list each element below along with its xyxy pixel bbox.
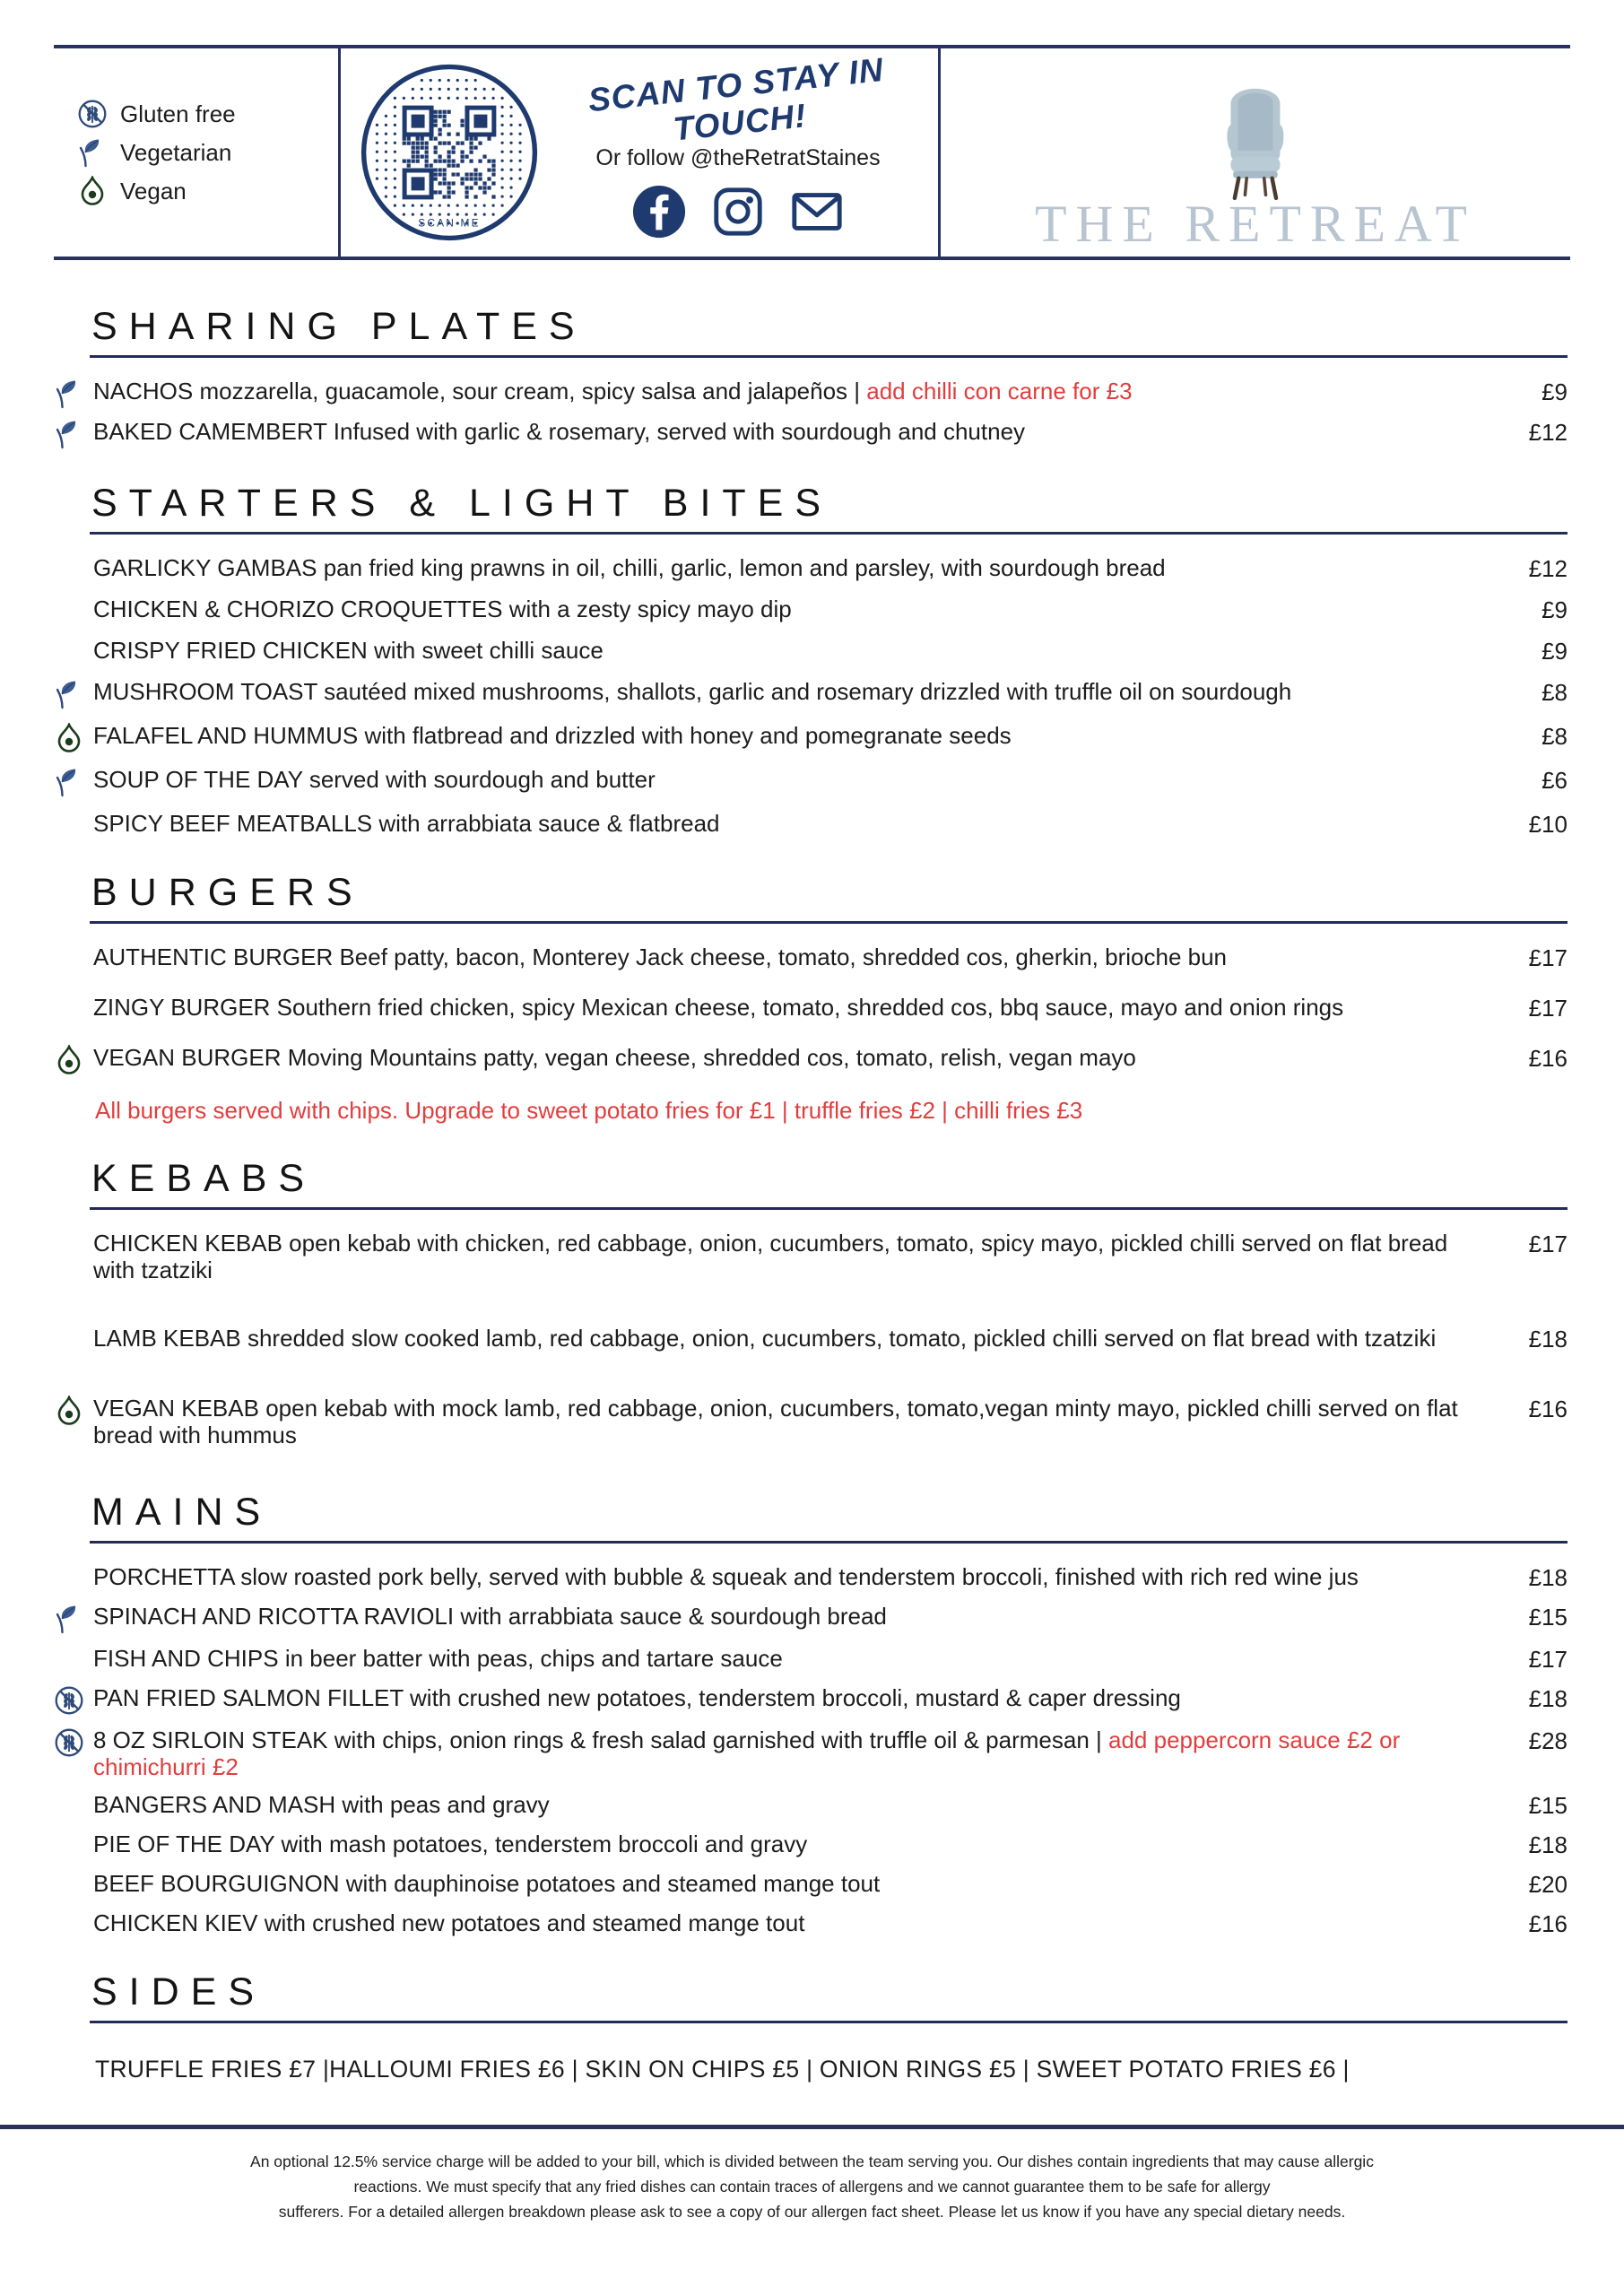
- item-addon-red: add chilli con carne for £3: [860, 378, 1133, 404]
- item-description: with peas and gravy: [342, 1790, 550, 1818]
- item-description: shredded slow cooked lamb, red cabbage, onion, cucumbers, tomato, pickled chilli served on flat bread with tzatziki: [247, 1325, 1437, 1352]
- item-price: £15: [1528, 1603, 1568, 1631]
- vegetarian-icon: [54, 418, 93, 449]
- item-price: £18: [1528, 1563, 1568, 1591]
- section-title-starters: STARTERS & LIGHT BITES: [90, 482, 1568, 535]
- gluten-free-icon: [54, 1727, 84, 1758]
- item-price: £17: [1528, 995, 1568, 1022]
- vegan-icon: [54, 1045, 84, 1075]
- menu-item: [54, 554, 1568, 583]
- item-name: VEGAN KEBAB: [93, 1395, 266, 1422]
- email-icon[interactable]: [789, 184, 845, 239]
- section-starters: [54, 482, 1568, 839]
- item-price: £12: [1528, 555, 1568, 582]
- vegan-icon: [54, 722, 93, 753]
- dietary-legend: [54, 48, 341, 257]
- diet-icon-empty: [54, 637, 93, 638]
- legend-label: Vegan: [120, 177, 187, 204]
- item-text: [93, 1870, 1482, 1897]
- vegetarian-icon: [77, 137, 108, 168]
- item-text: [93, 810, 1482, 837]
- item-price: £9: [1541, 378, 1568, 405]
- brand-block: [941, 48, 1570, 257]
- diet-icon-empty: [54, 810, 93, 811]
- gluten-free-icon: [54, 1684, 93, 1716]
- qr-code: [357, 60, 542, 245]
- vegetarian-icon: [54, 766, 93, 797]
- item-price: £8: [1541, 679, 1568, 706]
- menu-item: [54, 1395, 1568, 1448]
- footer-line: An optional 12.5% service charge will be added to your bill, which is divided between the team serving you. Our dishes contain ingredients that may cause allergic: [250, 2152, 1374, 2170]
- item-text: [93, 637, 1482, 664]
- vegetarian-icon: [77, 137, 108, 168]
- item-price: £17: [1528, 944, 1568, 971]
- item-description: with mash potatoes, tenderstem broccoli and gravy: [281, 1830, 808, 1857]
- item-description: slow roasted pork belly, served with bubble & squeak and tenderstem broccoli, finished with rich red wine jus: [240, 1562, 1359, 1590]
- item-description: with chips, onion rings & fresh salad garnished with truffle oil & parmesan |: [334, 1726, 1102, 1753]
- vegetarian-icon: [54, 378, 84, 409]
- vegetarian-icon: [54, 1604, 84, 1634]
- instagram-icon[interactable]: [710, 184, 766, 239]
- menu-item: [54, 1684, 1568, 1716]
- item-name: SPICY BEEF MEATBALLS: [93, 810, 379, 837]
- menu-item: [54, 766, 1568, 797]
- item-text: [93, 766, 1482, 793]
- menu-item: [54, 1603, 1568, 1634]
- vegan-icon: [54, 1044, 93, 1075]
- item-text: [93, 1684, 1482, 1711]
- section-title-sides: SIDES: [90, 1970, 1568, 2023]
- diet-icon-empty: [54, 1791, 93, 1792]
- menu-item: [54, 596, 1568, 624]
- header: [54, 45, 1570, 260]
- diet-icon-empty: [54, 1870, 93, 1871]
- item-name: LAMB KEBAB: [93, 1325, 248, 1352]
- item-name: BEEF BOURGUIGNON: [93, 1869, 346, 1897]
- item-description: with arrabbiata sauce & flatbread: [378, 810, 720, 837]
- menu-item: [54, 1791, 1568, 1820]
- menu-sections: [54, 305, 1568, 2083]
- legend-label: Vegetarian: [120, 138, 232, 166]
- item-price: £18: [1528, 1684, 1568, 1712]
- item-description: with crushed new potatoes, tenderstem broccoli, mustard & caper dressing: [410, 1683, 1181, 1711]
- vegetarian-icon: [54, 679, 84, 709]
- section-title-mains: MAINS: [90, 1491, 1568, 1544]
- item-text: [93, 378, 1482, 404]
- menu-item: [54, 810, 1568, 839]
- vegan-icon: [54, 723, 84, 753]
- item-text: [93, 554, 1482, 581]
- vegan-icon: [54, 1396, 84, 1426]
- section-mains: [54, 1491, 1568, 1938]
- menu-item: [54, 378, 1568, 409]
- item-name: MUSHROOM TOAST: [93, 678, 325, 705]
- item-description: Southern fried chicken, spicy Mexican cheese, tomato, shredded cos, bbq sauce, mayo and onion rings: [276, 994, 1344, 1021]
- gluten-free-icon: [54, 1685, 84, 1716]
- item-text: [93, 1726, 1482, 1780]
- item-text: [93, 1230, 1482, 1283]
- vegan-icon: [54, 1395, 93, 1426]
- diet-icon-empty: [54, 1563, 93, 1564]
- legend-item: [77, 137, 338, 168]
- menu-item: [54, 1044, 1568, 1075]
- item-description: open kebab with mock lamb, red cabbage, onion, cucumbers, tomato,vegan minty mayo, pickled chilli served on flat bread with hummus: [93, 1395, 1458, 1449]
- item-text: [93, 1831, 1482, 1857]
- item-price: £12: [1528, 419, 1568, 446]
- item-price: £15: [1528, 1791, 1568, 1819]
- vegetarian-icon: [54, 678, 93, 709]
- diet-icon-empty: [54, 1325, 93, 1326]
- gluten-free-icon: [54, 1726, 93, 1758]
- section-kebabs: [54, 1157, 1568, 1449]
- item-description: with a zesty spicy mayo dip: [508, 596, 792, 622]
- item-price: £16: [1528, 1396, 1568, 1423]
- item-price: £18: [1528, 1831, 1568, 1858]
- item-description: Beef patty, bacon, Monterey Jack cheese, tomato, shredded cos, gherkin, brioche bun: [339, 944, 1228, 970]
- item-name: AUTHENTIC BURGER: [93, 944, 340, 970]
- diet-icon-empty: [54, 994, 93, 995]
- item-name: CHICKEN & CHORIZO CROQUETTES: [93, 596, 509, 622]
- menu-item: [54, 1645, 1568, 1674]
- footer-line: reactions. We must specify that any fried dishes can contain traces of allergens and we cannot guarantee them to be safe for allergy: [353, 2177, 1271, 2196]
- menu-item: [54, 1230, 1568, 1283]
- armchair-image: [1220, 77, 1291, 204]
- item-description: mozzarella, guacamole, sour cream, spicy salsa and jalapeños |: [199, 378, 861, 404]
- item-price: £6: [1541, 767, 1568, 794]
- legend-label: Gluten free: [120, 100, 236, 127]
- item-description: with crushed new potatoes and steamed mange tout: [264, 1909, 805, 1936]
- restaurant-name: THE RETREAT: [1035, 195, 1476, 253]
- social-icons: [551, 184, 925, 239]
- vegan-icon: [77, 176, 108, 206]
- item-price: £9: [1541, 638, 1568, 665]
- item-text: [93, 1044, 1482, 1071]
- vegan-icon: [77, 176, 108, 206]
- item-price: £18: [1528, 1326, 1568, 1353]
- item-description: with flatbread and drizzled with honey and pomegranate seeds: [364, 722, 1012, 749]
- bottom-divider: [0, 2125, 1624, 2129]
- section-sharing: [54, 305, 1568, 449]
- item-name: CHICKEN KIEV: [93, 1909, 265, 1936]
- menu-item: [54, 722, 1568, 753]
- facebook-icon[interactable]: [631, 184, 687, 239]
- item-text: [93, 1603, 1482, 1630]
- section-title-sharing: SHARING PLATES: [90, 305, 1568, 358]
- menu-item: [54, 1870, 1568, 1899]
- diet-icon-empty: [54, 1645, 93, 1646]
- diet-icon-empty: [54, 1230, 93, 1231]
- section-sides: [54, 1970, 1568, 2083]
- item-price: £9: [1541, 596, 1568, 623]
- item-price: £16: [1528, 1045, 1568, 1072]
- item-text: [93, 1791, 1482, 1818]
- vegetarian-icon: [54, 1603, 93, 1634]
- item-name: PORCHETTA: [93, 1562, 241, 1590]
- item-description: Moving Mountains patty, vegan cheese, shredded cos, tomato, relish, vegan mayo: [287, 1044, 1136, 1071]
- diet-icon-empty: [54, 1909, 93, 1910]
- item-price: £17: [1528, 1231, 1568, 1257]
- item-text: [93, 1563, 1482, 1590]
- item-description: in beer batter with peas, chips and tartare sauce: [284, 1644, 783, 1672]
- scan-headline: SCAN TO STAY IN TOUCH!: [586, 50, 886, 148]
- section-title-burgers: BURGERS: [90, 871, 1568, 924]
- item-text: [93, 1325, 1482, 1352]
- menu-item: [54, 944, 1568, 972]
- item-price: £8: [1541, 723, 1568, 750]
- item-description: sautéed mixed mushrooms, shallots, garlic and rosemary drizzled with truffle oil on sourdough: [324, 678, 1292, 705]
- gluten-free-icon: [77, 99, 108, 129]
- item-name: CHICKEN KEBAB: [93, 1230, 290, 1257]
- item-name: FALAFEL AND HUMMUS: [93, 722, 365, 749]
- menu-item: [54, 1909, 1568, 1938]
- sides-price-line: TRUFFLE FRIES £7 |HALLOUMI FRIES £6 | SKIN ON CHIPS £5 | ONION RINGS £5 | SWEET POTATO FRIES £6 |: [95, 2055, 1350, 2083]
- item-description: Infused with garlic & rosemary, served with sourdough and chutney: [333, 418, 1026, 445]
- social-handle: Or follow @theRetratStaines: [595, 144, 881, 170]
- item-text: [93, 596, 1482, 622]
- section-burgers: [54, 871, 1568, 1125]
- item-name: ZINGY BURGER: [93, 994, 277, 1021]
- item-name: FISH AND CHIPS: [93, 1644, 285, 1672]
- menu-item: [54, 1325, 1568, 1353]
- item-name: SPINACH AND RICOTTA RAVIOLI: [93, 1602, 461, 1630]
- gluten-free-icon: [77, 99, 108, 129]
- item-price: £17: [1528, 1645, 1568, 1673]
- item-name: CRISPY FRIED CHICKEN: [93, 637, 375, 664]
- item-name: PIE OF THE DAY: [93, 1830, 282, 1857]
- item-text: [93, 722, 1482, 749]
- vegetarian-icon: [54, 378, 93, 409]
- item-description: with arrabbiata sauce & sourdough bread: [460, 1602, 887, 1630]
- footer-line: sufferers. For a detailed allergen breakdown please ask to see a copy of our allergen fact sheet. Please let us know if you have any special dietary needs.: [278, 2202, 1346, 2221]
- item-price: £28: [1528, 1726, 1568, 1754]
- item-price: £20: [1528, 1870, 1568, 1898]
- scan-social-panel: [341, 48, 941, 257]
- item-description: pan fried king prawns in oil, chilli, garlic, lemon and parsley, with sourdough bread: [323, 554, 1166, 581]
- item-text: [93, 994, 1482, 1021]
- item-text: [93, 944, 1482, 970]
- item-name: VEGAN BURGER: [93, 1044, 288, 1071]
- menu-item: [54, 1726, 1568, 1780]
- item-price: £16: [1528, 1909, 1568, 1937]
- menu-item: [54, 1563, 1568, 1592]
- item-name: PAN FRIED SALMON FILLET: [93, 1683, 411, 1711]
- menu-item: [54, 637, 1568, 665]
- item-description: with sweet chilli sauce: [374, 637, 604, 664]
- item-name: BANGERS AND MASH: [93, 1790, 343, 1818]
- item-description: with dauphinoise potatoes and steamed mange tout: [345, 1869, 881, 1897]
- item-text: [93, 1395, 1482, 1448]
- section-title-kebabs: KEBABS: [90, 1157, 1568, 1210]
- item-name: NACHOS: [93, 378, 200, 404]
- item-name: SOUP OF THE DAY: [93, 766, 309, 793]
- item-name: 8 OZ SIRLOIN STEAK: [93, 1726, 334, 1753]
- legend-item: [77, 99, 338, 129]
- menu-item: [54, 1831, 1568, 1859]
- item-price: £10: [1528, 811, 1568, 838]
- vegetarian-icon: [54, 767, 84, 797]
- burgers-upgrade-note: All burgers served with chips. Upgrade to sweet potato fries for £1 | truffle fries £2 | chilli fries £3: [95, 1097, 1083, 1124]
- item-description: open kebab with chicken, red cabbage, onion, cucumbers, tomato, spicy mayo, pickled chilli served on flat bread with tzatziki: [93, 1230, 1448, 1284]
- diet-icon-empty: [54, 554, 93, 555]
- item-name: BAKED CAMEMBERT: [93, 418, 334, 445]
- footer-disclaimer: [0, 2149, 1624, 2224]
- item-text: [93, 1909, 1482, 1936]
- vegetarian-icon: [54, 419, 84, 449]
- item-addon-red: add peppercorn sauce £2 or chimichurri £2: [93, 1726, 1401, 1780]
- qr-scan-me-label: SCAN ME: [418, 216, 481, 230]
- item-description: served with sourdough and butter: [308, 766, 656, 793]
- menu-item: [54, 418, 1568, 449]
- menu-item: [54, 678, 1568, 709]
- item-text: [93, 1645, 1482, 1672]
- menu-item: [54, 994, 1568, 1022]
- item-text: [93, 678, 1482, 705]
- item-text: [93, 418, 1482, 445]
- legend-item: [77, 176, 338, 206]
- item-name: GARLICKY GAMBAS: [93, 554, 324, 581]
